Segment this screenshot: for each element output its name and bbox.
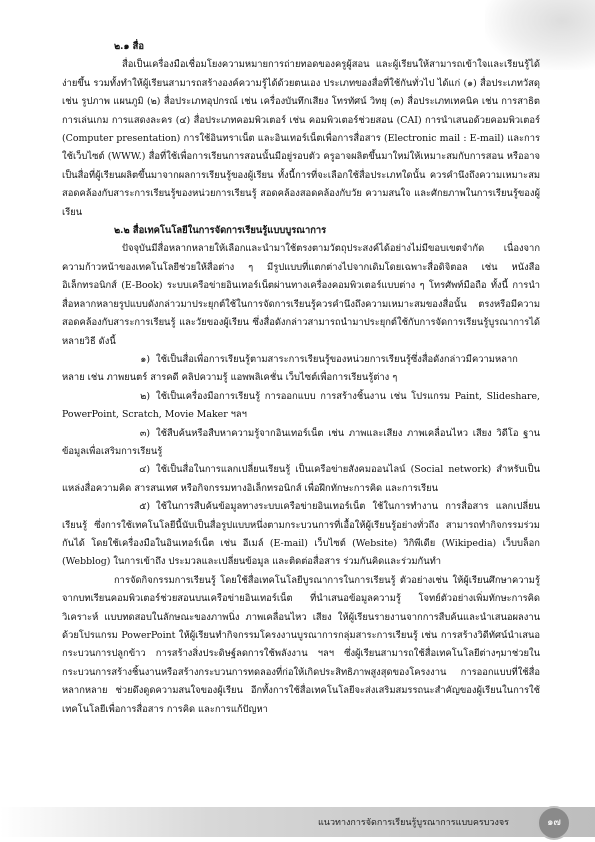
list-item (62, 461, 540, 498)
paragraph: การจัดกิจกรรมการเรียนรู้ โดยใช้สื่อเทคโนโลยีบูรณาการในการเรียนรู้ ตัวอย่างเช่น ให้ผู้เรียนศึกษาความรู้จากบทเรียนคอมพิวเตอร์ช่วยสอนบนเครือข่ายอินเทอร์เน็ต ที่นำเสนอข้อมูลความรู้ โจทย์ตัวอย่างเพิ่มทักษะการคิด วิเคราะห์ แบบทดสอบในลักษณะของภาพนิ่ง ภาพเคลื่อนไหว เสียง ให้ผู้เรียนรายงานจากการสืบค้นและนำเสนอผลงานด้วยโปรแกรม PowerPoint ให้ผู้เรียนทำกิจกรรมโครงงานบูรณาการกลุ่มสาระการเรียนรู้ เช่น การสร้างวิดีทัศน์นำเสนอกระบวนการปลูกข้าว การสร้างสิ่งประดิษฐ์ลดการใช้พลังงาน ฯลฯ ซึ่งผู้เรียนสามารถใช้สื่อเทคโนโลยีต่างๆมาช่วยในกระบวนการสร้างชิ้นงานหรือสร้างกระบวนการทดลองที่ก่อให้เกิดประสิทธิภาพสูงสุดของโครงงาน การออกแบบที่ใช้สื่อหลากหลาย ช่วยดึงดูดความสนใจของผู้เรียน อีกทั้งการใช้สื่อเทคโนโลยีจะส่งเสริมสมรรถนะสำคัญของผู้เรียนในการใช้เทคโนโลยีเพื่อการสื่อสาร การคิด และการแก้ปัญหา (62, 574, 540, 715)
list-item-text: ใช้ในการสืบค้นข้อมูลทางระบบเครือข่ายอินเทอร์เน็ต ใช้ในการทำงาน การสื่อสาร แลกเปลี่ยนเรียนรู้ ซึ่งการใช้เทคโนโลยีนี้นับเป็นสื่อรูปแบบหนึ่งตามกระบวนการที่เอื้อให้ผู้เรียนรู้อย่างทั่วถึง สามารถทำกิจกรรมร่วมกันได้ โดยใช้เครื่องมือในอินเทอร์เน็ต เช่น อีเมล์ (E-mail) เว็บไซต์ (Website) วิกิพีเดีย (Wikipedia) เว็บบล็อก (Webblog) ในการเข้าถึง ประมวลและเปลี่ยนข้อมูล และติดต่อสื่อสาร ร่วมกันคิดและร่วมกันทำ (62, 501, 540, 568)
list-item-number: ๕) (139, 501, 150, 513)
list-item-text: ใช้สืบค้นหรือสืบหาความรู้จากอินเทอร์เน็ต เช่น ภาพและเสียง ภาพเคลื่อนไหว เสียง วิดีโอ ฐานข้อมูลเพื่อเสริมการเรียนรู้ (62, 427, 540, 457)
list-item-number: ๒) (140, 390, 150, 402)
section-heading: ๒.๒ สื่อเทคโนโลยีในการจัดการเรียนรู้แบบบูรณาการ (114, 225, 327, 237)
list-item (62, 388, 540, 425)
list-item-text: ใช้เป็นสื่อในการแลกเปลี่ยนเรียนรู้ เป็นเครือข่ายสังคมออนไลน์ (Social network) สำหรับเป็นแหล่งสื่อความคิด สารสนเทศ หรือกิจกรรมทางอิเล็กทรอนิกส์ เพื่อฝึกทักษะการคิด และการเรียน (62, 464, 540, 494)
paragraph: สื่อเป็นเครื่องมือเชื่อมโยงความหมายการถ่ายทอดของครูผู้สอน และผู้เรียนให้สามารถเข้าใจและเรียนรู้ได้ง่ายขึ้น รวมทั้งทำให้ผู้เรียนสามารถสร้างองค์ความรู้ได้ด้วยตนเอง ประเภทของสื่อที่ใช้กันทั่วไป ได้แก่ (๑) สื่อประเภทวัสดุ เช่น รูปภาพ แผนภูมิ (๒) สื่อประเภทอุปกรณ์ เช่น เครื่องบันทึกเสียง โทรทัศน์ วิทยุ (๓) สื่อประเภทเทคนิค เช่น การสาธิต การเล่นเกม การแสดงละคร (๔) สื่อประเภทคอมพิวเตอร์ เช่น คอมพิวเตอร์ช่วยสอน (CAI) การนำเสนอด้วยคอมพิวเตอร์ (Computer presentation) การใช้อินทราเน็ต และอินเทอร์เน็ตเพื่อการสื่อสาร (Electronic mail : E-mail) และการใช้เว็บไซต์ (WWW.) สื่อที่ใช้เพื่อการเรียนการสอนนั้นมีอยู่รอบตัว ครูอาจผลิตขึ้นมาใหม่ให้เหมาะสมกับการสอน หรืออาจเป็นสื่อที่ผู้เรียนผลิตขึ้นมาจากผลการเรียนรู้ของผู้เรียน ทั้งนี้การที่จะเลือกใช้สื่อประเภทใดนั้น ควรคำนึงถึงความเหมาะสม สอดคล้องกับสาระการเรียนรู้ของหน่วยการเรียนรู้ สอดคล้องสอดคล้องกับวัย ความสนใจ และศักยภาพในการเรียนรู้ของผู้เรียน (62, 59, 540, 218)
list-item-text: ใช้เป็นเครื่องมือการเรียนรู้ การออกแบบ การสร้างชิ้นงาน เช่น โปรแกรม Paint, Slideshare, PowerPoint, Scratch, Movie Maker ฯลฯ (62, 390, 540, 421)
list-item-number: ๔) (139, 464, 150, 476)
footer-title: แนวทางการจัดการเรียนรู้บูรณาการแบบครบวงจร (318, 818, 509, 828)
list-item (62, 498, 540, 572)
page-number: ๑๗ (537, 806, 571, 840)
section-heading: ๒.๑ สื่อ (114, 41, 145, 52)
paragraph: ปัจจุบันมีสื่อหลากหลายให้เลือกและนำมาใช้ตรงตามวัตถุประสงค์ได้อย่างไม่มีขอบเขตจำกัด เนื่องจากความก้าวหน้าของเทคโนโลยีช่วยให้สื่อต่าง ๆ มีรูปแบบที่แตกต่างไปจากเดิมโดยเฉพาะสื่อดิจิตอล เช่น หนังสืออิเล็กทรอนิกส์ (E-Book) ระบบเครือข่ายอินเทอร์เน็ตผ่านทางเครื่องคอมพิวเตอร์แบบต่าง ๆ โทรศัพท์มือถือ ทั้งนี้ การนำสื่อหลากหลายรูปแบบดังกล่าวมาประยุกต์ใช้ในการจัดการเรียนรู้ควรคำนึงถึงความเหมาะสมของสื่อนั้น ตรงหรือมีความสอดคล้องกับสาระการเรียนรู้ และวัยของผู้เรียน ซึ่งสื่อดังกล่าวสามารถนำมาประยุกต์ใช้กับการจัดการเรียนรู้บูรณาการได้หลายวิธี ดังนี้ (62, 243, 540, 347)
list-item (62, 425, 540, 462)
list-item-text: ใช้เป็นสื่อเพื่อการเรียนรู้ตามสาระการเรียนรู้ของหน่วยการเรียนรู้ซึ่งสื่อดังกล่าวมีความหลากหลาย เช่น ภาพยนตร์ สารคดี คลิปความรู้ แอพพลิเคชั่น เว็บไซต์เพื่อการเรียนรู้ต่าง ๆ (62, 353, 518, 384)
list-item (62, 351, 540, 388)
list-item-number: ๑) (140, 353, 150, 365)
page-body (62, 38, 540, 719)
list-item-number: ๓) (139, 427, 150, 439)
